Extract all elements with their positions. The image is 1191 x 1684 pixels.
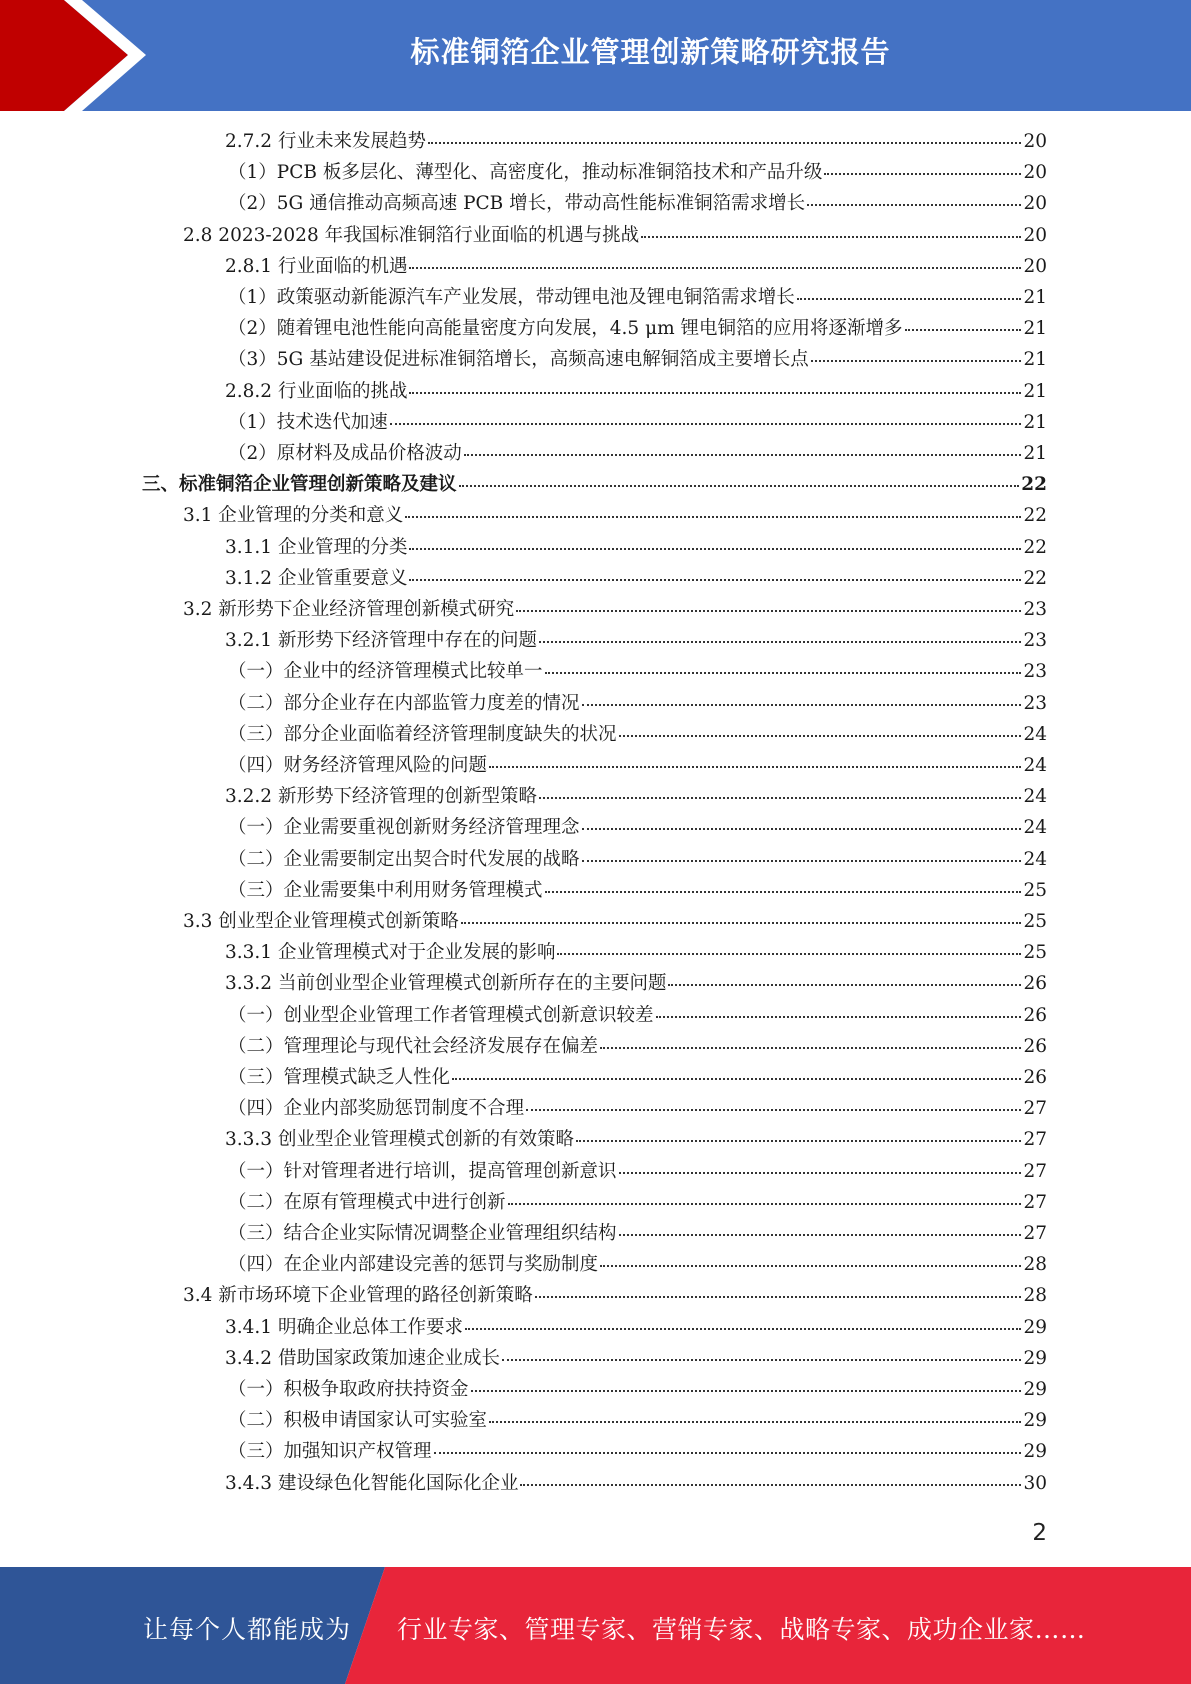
toc-dot-leader [489,766,1021,768]
toc-entry-page: 22 [1023,536,1047,558]
toc-entry-title: 3.1.2 企业管重要意义 [225,567,408,589]
toc-dot-leader [582,860,1022,862]
toc-entry-title: （四）在企业内部建设完善的惩罚与奖励制度 [228,1254,599,1276]
toc-entry[interactable] [228,688,1047,719]
toc-dot-leader [409,579,1021,581]
toc-entry[interactable] [228,407,1047,438]
toc-entry-title: 三、标准铜箔企业管理创新策略及建议 [142,474,457,496]
toc-entry-page: 27 [1023,1129,1047,1151]
toc-dot-leader [409,267,1021,269]
toc-dot-leader [409,392,1021,394]
toc-entry[interactable] [142,469,1047,500]
toc-dot-leader [582,828,1022,830]
toc-entry-title: （3）5G 基站建设促进标准铜箔增长，高频高速电解铜箔成主要增长点 [228,349,809,371]
toc-entry-title: 2.7.2 行业未来发展趋势 [225,131,426,152]
toc-entry-title: 3.4.3 建设绿色化智能化国际化企业 [225,1472,519,1494]
toc-entry[interactable] [183,906,1047,937]
toc-entry[interactable] [225,625,1047,656]
toc-entry-title: （2）原材料及成品价格波动 [228,443,462,464]
toc-dot-leader [502,1359,1021,1361]
toc-entry[interactable] [228,812,1047,843]
toc-dot-leader [619,1172,1022,1174]
page-number: 2 [1032,1520,1047,1546]
toc-entry-page: 22 [1023,505,1047,527]
toc-entry-title: 3.3 创业型企业管理模式创新策略 [183,911,459,932]
toc-dot-leader [516,610,1021,612]
toc-entry-page: 27 [1023,1191,1047,1213]
toc-entry-page: 21 [1023,443,1047,464]
toc-entry-page: 26 [1023,973,1047,995]
toc-dot-leader [619,735,1022,737]
toc-entry[interactable] [183,500,1047,531]
toc-entry-title: （三）部分企业面临着经济管理制度缺失的状况 [228,723,617,745]
toc-entry[interactable] [228,438,1047,469]
toc-dot-leader [668,984,1021,986]
toc-entry[interactable] [228,1031,1047,1062]
toc-dot-leader [452,1078,1021,1080]
toc-entry-title: 3.4.1 明确企业总体工作要求 [225,1316,463,1338]
toc-entry-page: 29 [1023,1347,1047,1369]
toc-entry-title: 3.1 企业管理的分类和意义 [183,505,404,527]
toc-dot-leader [520,1484,1021,1486]
toc-entry[interactable] [228,313,1047,344]
toc-entry[interactable] [228,1062,1047,1093]
toc-dot-leader [600,1265,1021,1267]
toc-entry-title: 2.8 2023-2028 年我国标准铜箔行业面临的机遇与挑战 [183,224,640,246]
toc-entry-page: 26 [1023,1035,1047,1057]
toc-entry[interactable] [228,875,1047,906]
toc-entry[interactable] [228,1093,1047,1124]
toc-entry[interactable] [225,126,1047,157]
toc-entry-page: 21 [1023,380,1047,402]
toc-entry[interactable] [228,1374,1047,1405]
toc-entry-title: （1）PCB 板多层化、薄型化、高密度化，推动标准铜箔技术和产品升级 [228,162,823,184]
toc-entry-page: 30 [1023,1472,1047,1494]
toc-entry-page: 21 [1023,287,1047,308]
toc-entry-title: （四）企业内部奖励惩罚制度不合理 [228,1098,525,1120]
toc-entry-page: 22 [1021,474,1047,496]
toc-entry-page: 21 [1023,318,1047,340]
toc-entry-page: 23 [1023,630,1047,652]
toc-entry-page: 22 [1023,567,1047,589]
toc-entry-page: 28 [1023,1254,1047,1276]
toc-entry-title: （二）积极申请国家认可实验室 [228,1410,488,1432]
toc-entry-title: 3.4.2 借助国家政策加速企业成长 [225,1347,500,1369]
toc-dot-leader [905,329,1022,331]
toc-entry-page: 20 [1023,224,1047,246]
toc-entry-page: 23 [1023,661,1047,683]
toc-entry-title: 2.8.2 行业面临的挑战 [225,380,408,402]
toc-entry[interactable] [228,750,1047,781]
toc-entry-title: （三）结合企业实际情况调整企业管理组织结构 [228,1223,617,1244]
toc-entry-page: 21 [1023,349,1047,371]
toc-entry-title: 3.2 新形势下企业经济管理创新模式研究 [183,599,515,620]
toc-entry-title: （三）管理模式缺乏人性化 [228,1067,451,1088]
toc-entry[interactable] [228,344,1047,375]
toc-dot-leader [797,298,1022,300]
toc-entry-title: （一）企业中的经济管理模式比较单一 [228,661,543,683]
toc-entry-title: 3.3.1 企业管理模式对于企业发展的影响 [225,942,556,964]
toc-dot-leader [535,1296,1022,1298]
toc-entry-title: （二）部分企业存在内部监管力度差的情况 [228,692,580,714]
toc-entry[interactable] [228,719,1047,750]
toc-entry-page: 24 [1023,723,1047,745]
toc-entry-page: 29 [1023,1441,1047,1463]
toc-entry-page: 26 [1023,1067,1047,1088]
toc-entry-page: 20 [1023,131,1047,152]
toc-dot-leader [405,516,1021,518]
toc-dot-leader [576,1140,1021,1142]
toc-entry[interactable] [228,1187,1047,1218]
toc-entry-page: 29 [1023,1410,1047,1432]
toc-entry[interactable] [225,563,1047,594]
toc-entry[interactable] [225,1468,1047,1499]
toc-entry-title: 3.2.2 新形势下经济管理的创新型策略 [225,786,537,808]
toc-entry-title: （二）企业需要制定出契合时代发展的战略 [228,848,580,870]
toc-entry-title: （二）在原有管理模式中进行创新 [228,1191,506,1213]
toc-entry[interactable] [228,1249,1047,1280]
footer-slogan-left: 让每个人都能成为 [143,1615,352,1644]
toc-entry-page: 24 [1023,786,1047,808]
toc-entry[interactable] [225,1343,1047,1374]
toc-entry-page: 27 [1023,1098,1047,1120]
toc-entry[interactable] [225,1312,1047,1343]
toc-entry[interactable] [225,781,1047,812]
toc-entry-page: 21 [1023,411,1047,433]
toc-dot-leader [428,142,1021,144]
toc-dot-leader [557,953,1021,955]
toc-entry-title: （二）管理理论与现代社会经济发展存在偏差 [228,1035,599,1057]
toc-entry-title: 3.3.3 创业型企业管理模式创新的有效策略 [225,1129,574,1151]
toc-entry-title: （2）随着锂电池性能向高能量密度方向发展，4.5 μm 锂电铜箔的应用将逐渐增多 [228,318,903,340]
toc-entry-page: 25 [1023,879,1047,901]
toc-entry[interactable] [228,1000,1047,1031]
toc-entry[interactable] [228,282,1047,313]
toc-entry[interactable] [228,188,1047,219]
toc-entry-title: 3.3.2 当前创业型企业管理模式创新所存在的主要问题 [225,973,667,995]
toc-entry-title: （一）针对管理者进行培训，提高管理创新意识 [228,1160,617,1182]
toc-dot-leader [434,1452,1022,1454]
toc-entry-page: 23 [1023,692,1047,714]
toc-entry[interactable] [225,532,1047,563]
toc-dot-leader [545,672,1022,674]
toc-entry[interactable] [228,1218,1047,1249]
toc-entry-title: （一）创业型企业管理工作者管理模式创新意识较差 [228,1004,654,1026]
toc-entry-page: 20 [1023,193,1047,215]
toc-entry-page: 29 [1023,1379,1047,1400]
page-header [0,0,1191,111]
toc-dot-leader [526,1109,1021,1111]
toc-dot-leader [508,1203,1022,1205]
toc-entry[interactable] [225,1124,1047,1155]
toc-entry[interactable] [228,1405,1047,1436]
toc-entry[interactable] [225,968,1047,999]
toc-entry-title: （1）政策驱动新能源汽车产业发展，带动锂电池及锂电铜箔需求增长 [228,287,795,308]
header-title: 标准铜箔企业管理创新策略研究报告 [410,35,891,69]
toc-entry-page: 23 [1023,599,1047,620]
toc-dot-leader [465,1328,1021,1330]
toc-entry-page: 27 [1023,1160,1047,1182]
toc-entry[interactable] [228,157,1047,188]
toc-entry-title: （2）5G 通信推动高频高速 PCB 增长，带动高性能标准铜箔需求增长 [228,193,806,215]
toc-dot-leader [545,891,1022,893]
toc-dot-leader [489,1421,1021,1423]
toc-entry-title: （三）加强知识产权管理 [228,1441,432,1463]
toc-entry-title: （三）企业需要集中利用财务管理模式 [228,879,543,901]
toc-dot-leader [459,485,1020,487]
toc-entry-title: （一）企业需要重视创新财务经济管理理念 [228,817,580,839]
toc-entry-page: 20 [1023,255,1047,277]
toc-entry-page: 26 [1023,1004,1047,1026]
toc-dot-leader [471,1390,1022,1392]
toc-entry[interactable] [183,594,1047,625]
toc-dot-leader [539,641,1021,643]
toc-entry[interactable] [228,1436,1047,1467]
toc-entry[interactable] [183,1280,1047,1311]
toc-dot-leader [811,360,1022,362]
toc-dot-leader [641,236,1021,238]
toc-dot-leader [409,548,1021,550]
toc-dot-leader [824,173,1021,175]
toc-entry[interactable] [225,251,1047,282]
toc-entry-page: 25 [1023,911,1047,932]
toc-entry-title: （四）财务经济管理风险的问题 [228,755,488,776]
toc-entry-page: 27 [1023,1223,1047,1244]
toc-entry-title: 3.1.1 企业管理的分类 [225,536,408,558]
toc-entry[interactable] [183,220,1047,251]
toc-entry-page: 20 [1023,162,1047,184]
toc-entry-title: 2.8.1 行业面临的机遇 [225,255,408,277]
toc-dot-leader [656,1016,1022,1018]
toc-entry[interactable] [228,1156,1047,1187]
toc-entry-title: （一）积极争取政府扶持资金 [228,1379,469,1400]
toc-entry-title: 3.2.1 新形势下经济管理中存在的问题 [225,630,537,652]
toc-entry-page: 28 [1023,1285,1047,1307]
toc-entry[interactable] [225,937,1047,968]
toc-entry-page: 24 [1023,848,1047,870]
toc-entry-page: 25 [1023,942,1047,964]
toc-entry[interactable] [228,656,1047,687]
toc-dot-leader [600,1047,1021,1049]
toc-entry[interactable] [225,376,1047,407]
toc-entry[interactable] [228,844,1047,875]
toc-entry-page: 24 [1023,817,1047,839]
toc-entry-title: 3.4 新市场环境下企业管理的路径创新策略 [183,1285,533,1307]
toc-dot-leader [390,423,1022,425]
page-footer [0,1567,1191,1684]
toc-dot-leader [539,797,1021,799]
toc-entry-page: 24 [1023,755,1047,776]
toc-dot-leader [461,922,1022,924]
toc-dot-leader [582,704,1022,706]
toc-dot-leader [619,1234,1022,1236]
toc-entry-page: 29 [1023,1316,1047,1338]
toc-dot-leader [807,204,1021,206]
toc-entry-title: （1）技术迭代加速 [228,411,388,433]
footer-slogan-right: 行业专家、管理专家、营销专家、战略专家、成功企业家…… [397,1615,1086,1644]
toc-dot-leader [464,454,1022,456]
